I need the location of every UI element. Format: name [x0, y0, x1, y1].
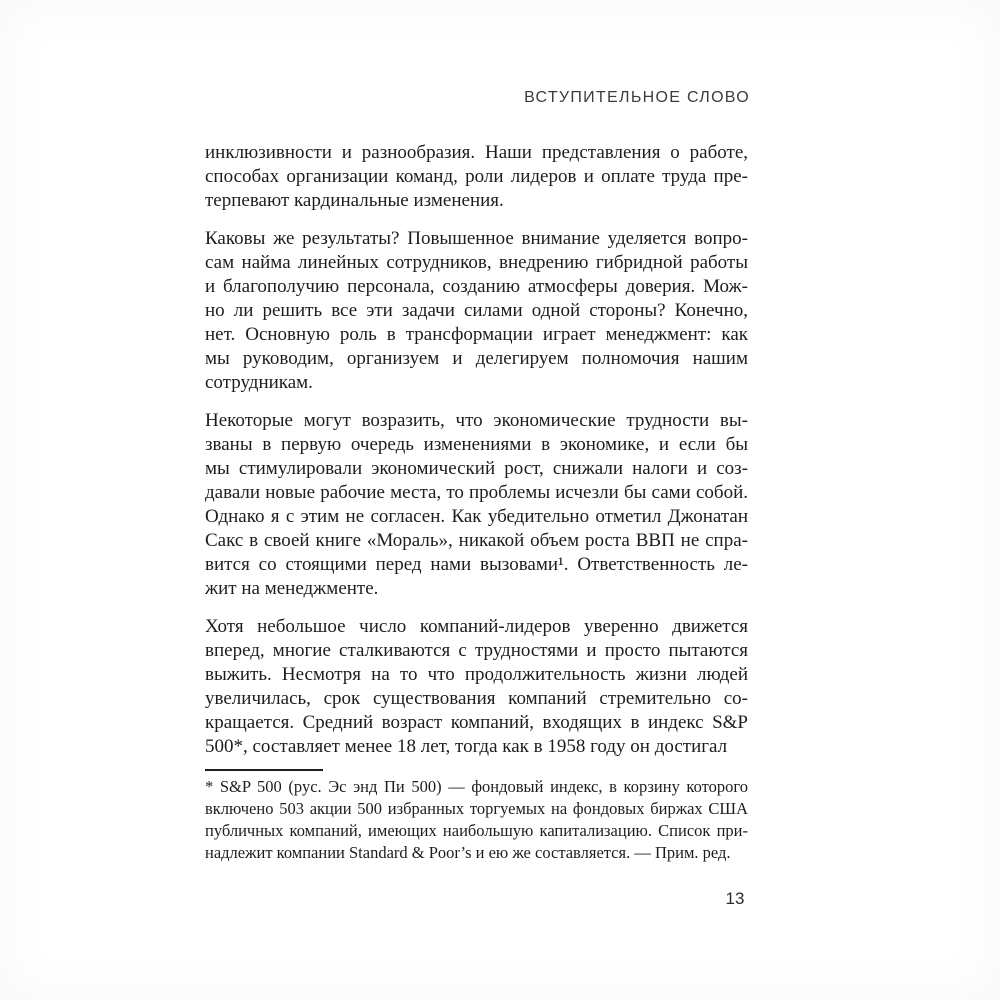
body-text	[205, 141, 748, 759]
body-paragraph	[205, 409, 748, 601]
footnote-line: включено 503 акции 500 избранных торгуемых на фондовых биржах США	[205, 799, 748, 818]
footnote	[205, 776, 748, 864]
footnote-line: * S&P 500 (рус. Эс энд Пи 500) — фондовый индекс, в корзину которого	[205, 777, 748, 796]
running-head: ВСТУПИТЕЛЬНОЕ СЛОВО	[524, 89, 750, 106]
text-line: Каковы же результаты? Повышенное внимание уделяется вопро-	[205, 228, 748, 249]
text-line: Однако я с этим не согласен. Как убедительно отметил Джонатан	[205, 506, 748, 527]
text-line: вится со стоящими перед нами вызовами¹. Ответственность ле-	[205, 554, 748, 575]
body-paragraph	[205, 141, 748, 213]
text-line: кращается. Средний возраст компаний, входящих в индекс S&P	[205, 712, 748, 733]
text-line: выжить. Несмотря на то что продолжительность жизни людей	[205, 664, 748, 685]
text-line: 500*, составляет менее 18 лет, тогда как в 1958 году он достигал	[205, 736, 728, 757]
footnote-separator	[205, 769, 323, 771]
text-line: и благополучию персонала, созданию атмосферы доверия. Мож-	[205, 276, 748, 297]
footnote-line: публичных компаний, имеющих наибольшую капитализацию. Список при-	[205, 821, 748, 840]
text-line: Хотя небольшое число компаний-лидеров уверенно движется	[205, 616, 748, 637]
text-line: званы в первую очередь изменениями в экономике, и если бы	[205, 434, 748, 455]
text-line: Сакс в своей книге «Мораль», никакой объем роста ВВП не спра-	[205, 530, 748, 551]
body-paragraph	[205, 227, 748, 395]
text-line: терпевают кардинальные изменения.	[205, 190, 504, 211]
text-line: но ли решить все эти задачи силами одной стороны? Конечно,	[205, 300, 748, 321]
page-number: 13	[725, 889, 745, 908]
text-line: вперед, многие сталкиваются с трудностями и просто пытаются	[205, 640, 748, 661]
footnote-line: надлежит компании Standard & Poor’s и ею же составляется. — Прим. ред.	[205, 843, 731, 862]
text-line: мы стимулировали экономический рост, снижали налоги и соз-	[205, 458, 748, 479]
text-line: способах организации команд, роли лидеров и оплате труда пре-	[205, 166, 748, 187]
text-line: Некоторые могут возразить, что экономические трудности вы-	[205, 410, 748, 431]
text-line: увеличилась, срок существования компаний стремительно со-	[205, 688, 748, 709]
text-line: жит на менеджменте.	[205, 578, 379, 599]
text-line: давали новые рабочие места, то проблемы исчезли бы сами собой.	[205, 482, 748, 503]
text-line: мы руководим, организуем и делегируем полномочия нашим	[205, 348, 748, 369]
text-line: инклюзивности и разнообразия. Наши представления о работе,	[205, 142, 748, 163]
text-line: сотрудникам.	[205, 372, 313, 393]
text-line: нет. Основную роль в трансформации играет менеджмент: как	[205, 324, 748, 345]
text-line: сам найма линейных сотрудников, внедрению гибридной работы	[205, 252, 748, 273]
body-paragraph	[205, 615, 748, 759]
